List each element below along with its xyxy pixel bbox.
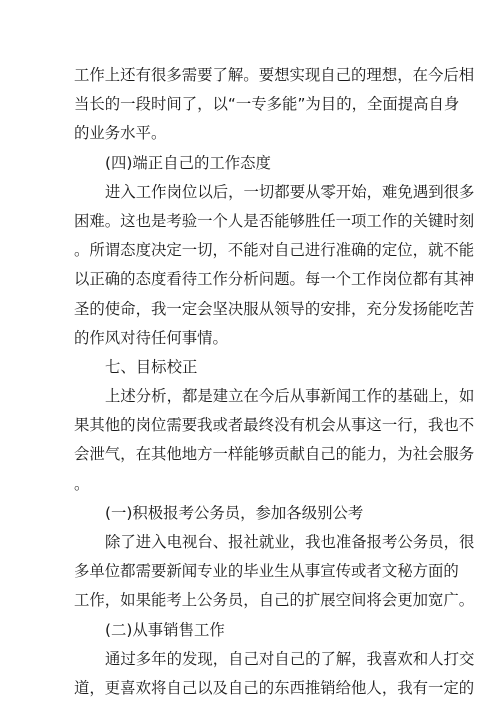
text-line: 会泄气，在其他地方一样能够贡献自己的能力，为社会服务: [74, 445, 475, 464]
text-line: 以正确的态度看待工作分析问题。每一个工作岗位都有其神: [74, 270, 475, 289]
text-line: 上述分析，都是建立在今后从事新闻工作的基础上，如: [105, 387, 475, 406]
text-line: 进入工作岗位以后，一切都要从零开始，难免遇到很多: [105, 182, 475, 201]
text-line: 多单位都需要新闻专业的毕业生从事宣传或者文秘方面的: [74, 562, 459, 581]
text-line: 除了进入电视台、报社就业，我也准备报考公务员，很: [105, 533, 475, 551]
text-line: 困难。这也是考验一个人是否能够胜任一项工作的关键时刻: [74, 211, 475, 230]
text-line: 通过多年的发现，自己对自己的了解，我喜欢和人打交: [105, 649, 475, 668]
text-line: (二)从事销售工作: [105, 620, 225, 639]
text-line: 的作风对待任何事情。: [74, 328, 228, 347]
text-line: 的业务水平。: [74, 124, 167, 143]
document-body: [74, 61, 475, 703]
text-line: 当长的一段时间了，以“一专多能”为目的，全面提高自身: [74, 95, 460, 114]
text-line: 。: [74, 474, 90, 493]
text-line: 工作，如果能考上公务员，自己的扩展空间将会更加宽广。: [74, 591, 475, 610]
text-line: 道，更喜欢将自己以及自己的东西推销给他人，我有一定的: [74, 678, 475, 697]
text-line: (四)端正自己的工作态度: [105, 153, 271, 172]
text-line: (一)积极报考公务员，参加各级别公考: [105, 503, 364, 522]
text-line: 七、目标校正: [105, 357, 198, 376]
text-line: 。所谓态度决定一切，不能对自己进行准确的定位，就不能: [74, 241, 475, 260]
text-line: 工作上还有很多需要了解。要想实现自己的理想，在今后相: [74, 66, 475, 84]
text-line: 果其他的岗位需要我或者最终没有机会从事这一行，我也不: [74, 416, 475, 435]
text-line: 圣的使命，我一定会坚决服从领导的安排，充分发扬能吃苦: [74, 299, 475, 318]
